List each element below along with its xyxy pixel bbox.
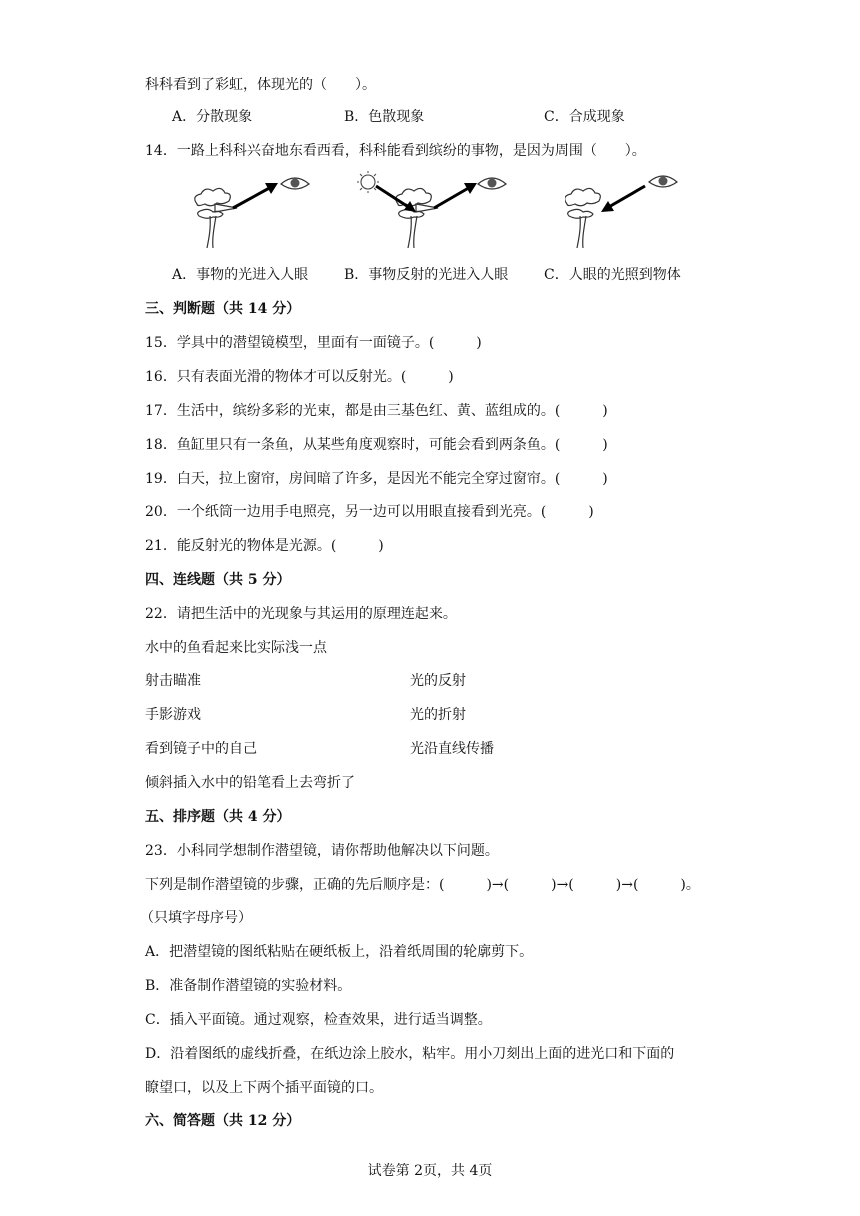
q14-figure-b: [350, 170, 510, 250]
sun-icon: [357, 171, 379, 193]
match-left-item: 看到镜子中的自己: [145, 741, 257, 757]
q14-option-a: A．事物的光进入人眼: [172, 267, 309, 283]
q23-step-d: D．沿着图纸的虚线折叠，在纸边涂上胶水，粘牢。用小刀刻出上面的进光口和下面的: [145, 1046, 675, 1062]
q22-stem: 22．请把生活中的光现象与其运用的原理连起来。: [145, 606, 457, 622]
match-right-item: 光的折射: [410, 707, 466, 723]
q13-stem: 科科看到了彩虹，体现光的（ ）。: [145, 77, 376, 93]
arrow-line: [607, 186, 645, 208]
match-right-item: 光的反射: [410, 673, 466, 689]
q14-option-b: B．事物反射的光进入人眼: [344, 267, 509, 283]
q23-step-d-cont: 瞭望口，以及上下两个插平面镜的口。: [145, 1080, 383, 1096]
q23-step-b: B．准备制作潜望镜的实验材料。: [145, 978, 352, 994]
tree-icon: [396, 188, 432, 248]
q20: 20．一个纸筒一边用手电照亮，另一边可以用眼直接看到光亮。( ): [145, 504, 594, 520]
eye-icon: [281, 178, 309, 189]
match-left-item: 水中的鱼看起来比实际浅一点: [145, 640, 327, 656]
q23-note: （只填字母序号）: [140, 910, 252, 926]
q13-option-b: B．色散现象: [344, 109, 425, 125]
reflected-arrow-line: [434, 186, 472, 208]
q23-step-a: A．把潜望镜的图纸粘贴在硬纸板上，沿着纸周围的轮廓剪下。: [145, 944, 534, 960]
q21: 21．能反射光的物体是光源。( ): [145, 538, 384, 554]
q17: 17．生活中，缤纷多彩的光束，都是由三基色红、黄、蓝组成的。( ): [145, 403, 608, 419]
q14-figure-c: [565, 170, 695, 250]
q14-figure-a: [185, 170, 320, 250]
eye-icon: [478, 178, 506, 189]
section-5-title: 五、排序题（共 4 分）: [145, 809, 291, 825]
eye-icon: [649, 176, 677, 187]
match-right-item: 光沿直线传播: [410, 741, 494, 757]
q14-option-c: C．人眼的光照到物体: [544, 267, 681, 283]
arrow-line: [233, 186, 273, 208]
q23-step-c: C．插入平面镜。通过观察，检查效果，进行适当调整。: [145, 1012, 492, 1028]
q13-option-c: C．合成现象: [544, 109, 625, 125]
section-4-title: 四、连线题（共 5 分）: [145, 572, 291, 588]
tree-icon: [565, 188, 600, 248]
incoming-arrow-line: [376, 186, 410, 208]
q15: 15．学具中的潜望镜模型，里面有一面镜子。( ): [145, 335, 482, 351]
q23-instruction: 下列是制作潜望镜的步骤，正确的先后顺序是：( )→( )→( )→( )。: [145, 877, 700, 893]
q14-stem: 14．一路上科科兴奋地东看西看，科科能看到缤纷的事物，是因为周围（ ）。: [145, 143, 646, 159]
page-footer: 试卷第 2页，共 4页: [367, 1163, 493, 1179]
section-3-title: 三、判断题（共 14 分）: [145, 301, 301, 317]
section-6-title: 六、简答题（共 12 分）: [145, 1113, 301, 1129]
match-left-item: 射击瞄准: [145, 673, 201, 689]
q13-option-a: A．分散现象: [172, 109, 253, 125]
tree-icon: [195, 188, 231, 248]
q16: 16．只有表面光滑的物体才可以反射光。( ): [145, 369, 454, 385]
match-left-item: 倾斜插入水中的铅笔看上去弯折了: [145, 775, 355, 791]
match-left-item: 手影游戏: [145, 707, 201, 723]
q18: 18．鱼缸里只有一条鱼，从某些角度观察时，可能会看到两条鱼。( ): [145, 437, 608, 453]
q23-stem: 23．小科同学想制作潜望镜，请你帮助他解决以下问题。: [145, 843, 499, 859]
q19: 19．白天，拉上窗帘，房间暗了许多，是因光不能完全穿过窗帘。( ): [145, 471, 608, 487]
